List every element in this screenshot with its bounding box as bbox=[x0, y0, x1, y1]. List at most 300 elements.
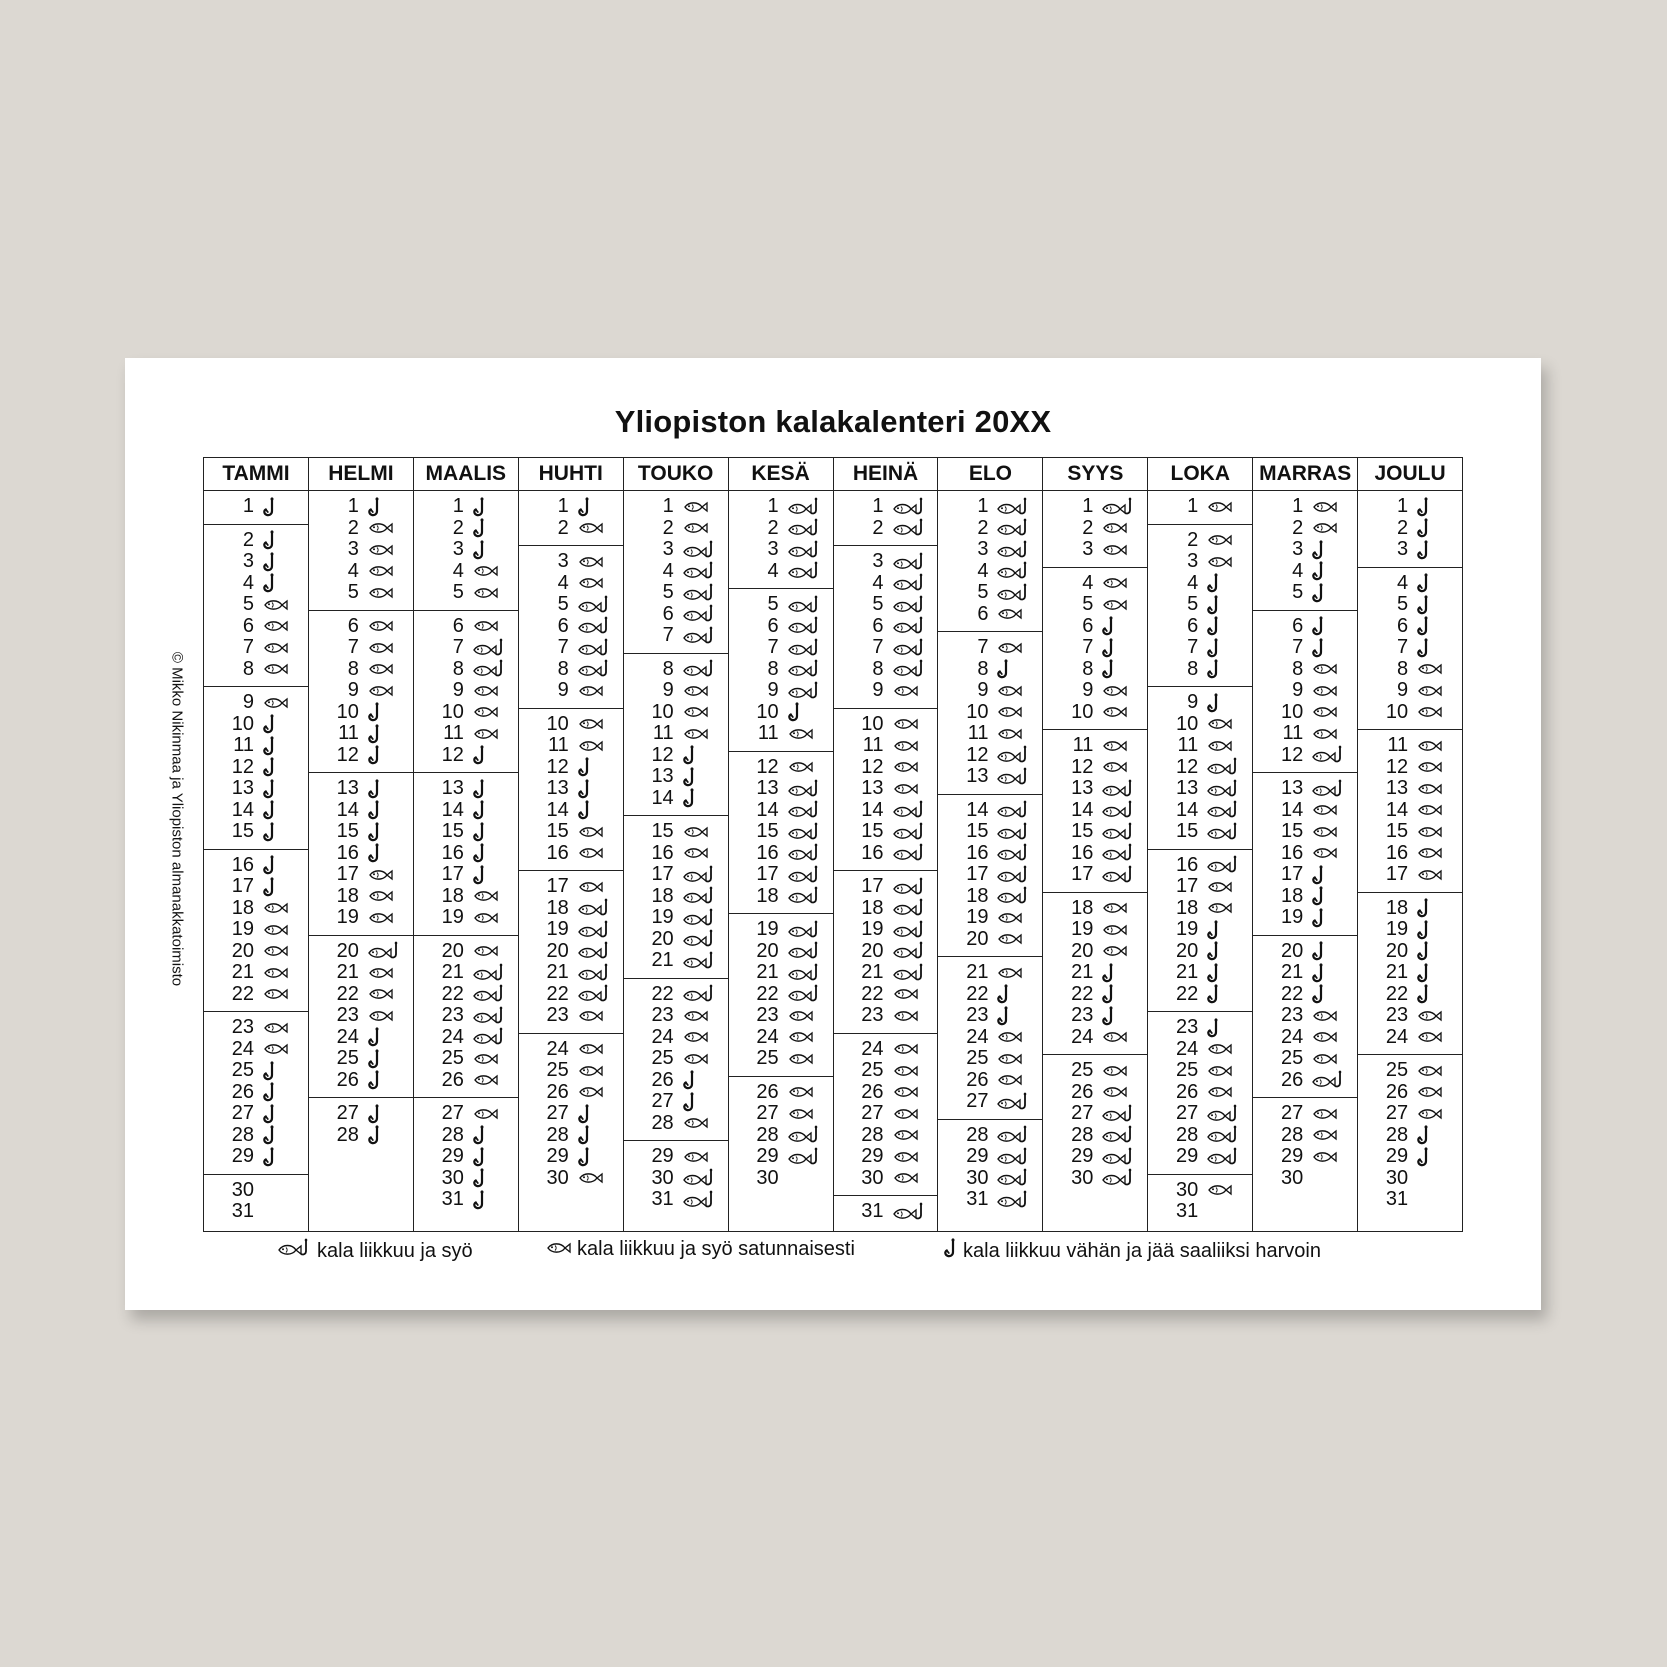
fish-icon bbox=[367, 638, 407, 658]
day-number: 15 bbox=[546, 820, 569, 843]
day-number: 28 bbox=[861, 1123, 884, 1146]
day-row bbox=[729, 1168, 833, 1190]
day-number: 23 bbox=[966, 1004, 989, 1027]
day-row bbox=[624, 1091, 728, 1113]
day-row bbox=[938, 962, 1042, 984]
fish-icon bbox=[892, 1125, 932, 1145]
day-number: 14 bbox=[1280, 798, 1304, 821]
fish-hook-icon bbox=[892, 573, 932, 593]
day-row bbox=[624, 1027, 728, 1049]
day-row bbox=[309, 616, 413, 638]
day-number: 11 bbox=[443, 722, 464, 745]
fish-hook-icon bbox=[787, 865, 827, 885]
day-number: 29 bbox=[441, 1145, 464, 1168]
day-number: 17 bbox=[651, 863, 674, 886]
fish-icon bbox=[367, 681, 407, 701]
day-row bbox=[1253, 800, 1357, 822]
fish-hook-icon bbox=[892, 941, 932, 961]
fish-hook-icon bbox=[996, 865, 1036, 885]
day-row bbox=[519, 843, 623, 865]
day-row bbox=[414, 843, 518, 865]
day-number: 15 bbox=[1176, 820, 1199, 843]
day-number: 6 bbox=[347, 614, 359, 637]
fish-hook-icon bbox=[787, 497, 827, 517]
legend-label-poor: kala liikkuu vähän ja jää saaliiksi harvoin bbox=[963, 1239, 1321, 1262]
day-number: 19 bbox=[1280, 906, 1304, 929]
day-number: 19 bbox=[441, 906, 464, 929]
fish-hook-icon bbox=[996, 497, 1036, 517]
day-number: 3 bbox=[767, 538, 779, 561]
day-row bbox=[309, 941, 413, 963]
week-block bbox=[1043, 1055, 1147, 1231]
day-number: 15 bbox=[966, 820, 989, 843]
fish-icon bbox=[1101, 920, 1141, 940]
fish-hook-icon bbox=[892, 552, 932, 572]
hook-icon bbox=[262, 573, 302, 593]
day-row bbox=[204, 637, 308, 659]
day-row bbox=[204, 1082, 308, 1104]
day-row bbox=[1043, 1082, 1147, 1104]
fish-icon bbox=[1311, 497, 1351, 517]
fish-icon bbox=[262, 595, 302, 615]
day-row bbox=[1148, 496, 1252, 518]
day-row bbox=[519, 1039, 623, 1061]
fish-icon bbox=[682, 843, 722, 863]
day-number: 20 bbox=[546, 939, 569, 962]
fish-hook-icon bbox=[1101, 865, 1141, 885]
fish-icon bbox=[262, 941, 302, 961]
day-row bbox=[1358, 594, 1462, 616]
fish-icon bbox=[577, 1039, 617, 1059]
day-number: 27 bbox=[651, 1090, 674, 1113]
day-row bbox=[729, 1005, 833, 1027]
fish-hook-icon bbox=[682, 604, 722, 624]
day-row bbox=[414, 723, 518, 745]
fish-icon bbox=[367, 886, 407, 906]
day-row bbox=[834, 876, 938, 898]
day-number: 25 bbox=[231, 1059, 254, 1082]
day-row bbox=[204, 1180, 308, 1202]
fish-icon bbox=[577, 843, 617, 863]
day-row bbox=[624, 1048, 728, 1070]
day-row bbox=[309, 539, 413, 561]
hook-icon bbox=[1416, 638, 1456, 658]
fish-hook-icon bbox=[787, 822, 827, 842]
fish-icon bbox=[472, 702, 512, 722]
day-number: 18 bbox=[756, 884, 779, 907]
fish-hook-icon bbox=[787, 843, 827, 863]
day-row bbox=[1358, 984, 1462, 1006]
day-number: 2 bbox=[662, 516, 674, 539]
day-number: 17 bbox=[441, 863, 464, 886]
day-row bbox=[1253, 745, 1357, 767]
day-number: 6 bbox=[242, 614, 254, 637]
day-number: 27 bbox=[231, 1102, 254, 1125]
hook-icon bbox=[262, 822, 302, 842]
hook-icon bbox=[1311, 583, 1351, 603]
day-row bbox=[1253, 518, 1357, 540]
day-row bbox=[624, 518, 728, 540]
fish-icon bbox=[996, 1027, 1036, 1047]
day-number: 8 bbox=[767, 657, 779, 680]
day-number: 2 bbox=[1187, 528, 1199, 551]
day-number: 7 bbox=[977, 636, 989, 659]
day-row bbox=[624, 582, 728, 604]
fish-icon bbox=[1206, 1082, 1246, 1102]
day-number: 3 bbox=[347, 538, 359, 561]
day-row bbox=[1358, 518, 1462, 540]
day-row bbox=[309, 637, 413, 659]
day-row bbox=[204, 800, 308, 822]
day-row bbox=[309, 907, 413, 929]
fish-hook-icon bbox=[1206, 757, 1246, 777]
day-row bbox=[834, 778, 938, 800]
day-number: 4 bbox=[662, 559, 674, 582]
day-row bbox=[309, 518, 413, 540]
month-column bbox=[623, 458, 728, 1231]
day-number: 10 bbox=[756, 700, 779, 723]
fish-icon bbox=[1206, 530, 1246, 550]
day-number: 30 bbox=[966, 1166, 989, 1189]
day-row bbox=[1253, 561, 1357, 583]
day-number: 5 bbox=[1292, 581, 1304, 604]
day-row bbox=[1358, 1103, 1462, 1125]
day-row bbox=[309, 561, 413, 583]
calendar-card bbox=[125, 358, 1541, 1310]
day-number: 7 bbox=[1187, 636, 1199, 659]
day-row bbox=[938, 1168, 1042, 1190]
day-number: 9 bbox=[1082, 679, 1094, 702]
day-row bbox=[204, 1017, 308, 1039]
day-number: 14 bbox=[231, 798, 254, 821]
fish-icon bbox=[787, 1082, 827, 1102]
day-number: 19 bbox=[1385, 918, 1409, 941]
fish-hook-icon bbox=[1206, 855, 1246, 875]
fish-icon bbox=[1311, 702, 1351, 722]
fish-icon bbox=[996, 681, 1036, 701]
day-number: 19 bbox=[1071, 918, 1094, 941]
day-row bbox=[309, 778, 413, 800]
fish-hook-icon bbox=[892, 800, 932, 820]
day-row bbox=[624, 680, 728, 702]
day-row bbox=[519, 1082, 623, 1104]
legend-item-good bbox=[277, 1238, 473, 1264]
month-header: KESÄ bbox=[729, 458, 833, 491]
day-number: 14 bbox=[1071, 798, 1094, 821]
day-number: 30 bbox=[441, 1166, 464, 1189]
day-row bbox=[938, 907, 1042, 929]
fish-icon bbox=[682, 1027, 722, 1047]
day-row bbox=[1358, 941, 1462, 963]
week-block bbox=[1043, 893, 1147, 1056]
fish-icon bbox=[577, 1082, 617, 1102]
day-row bbox=[938, 680, 1042, 702]
week-block bbox=[204, 1175, 308, 1232]
day-number: 17 bbox=[1071, 863, 1094, 886]
day-number: 17 bbox=[1385, 863, 1409, 886]
day-number: 30 bbox=[1385, 1166, 1409, 1189]
fish-icon bbox=[1416, 681, 1456, 701]
day-row bbox=[938, 582, 1042, 604]
week-block bbox=[1358, 730, 1462, 893]
fish-hook-icon bbox=[892, 822, 932, 842]
day-number: 15 bbox=[1385, 820, 1409, 843]
day-row bbox=[204, 551, 308, 573]
fish-hook-icon bbox=[996, 561, 1036, 581]
day-number: 11 bbox=[233, 734, 254, 757]
day-row bbox=[1358, 778, 1462, 800]
fish-icon bbox=[367, 540, 407, 560]
day-row bbox=[729, 757, 833, 779]
fish-icon bbox=[1206, 1180, 1246, 1200]
day-row bbox=[729, 1103, 833, 1125]
fish-icon bbox=[892, 1082, 932, 1102]
fish-icon bbox=[1101, 702, 1141, 722]
day-row bbox=[1043, 573, 1147, 595]
day-row bbox=[414, 864, 518, 886]
day-row bbox=[309, 864, 413, 886]
fish-hook-icon bbox=[892, 497, 932, 517]
day-row bbox=[834, 757, 938, 779]
fish-icon bbox=[787, 1168, 827, 1188]
day-row bbox=[729, 1125, 833, 1147]
day-row bbox=[1043, 702, 1147, 724]
day-number: 14 bbox=[1176, 798, 1199, 821]
day-number: 12 bbox=[861, 755, 884, 778]
day-number: 13 bbox=[756, 777, 779, 800]
day-row bbox=[1043, 898, 1147, 920]
day-number: 5 bbox=[242, 593, 254, 616]
day-number: 20 bbox=[861, 939, 884, 962]
day-row bbox=[624, 788, 728, 810]
day-number: 10 bbox=[966, 700, 989, 723]
day-row bbox=[1253, 637, 1357, 659]
day-number: 4 bbox=[452, 559, 464, 582]
day-row bbox=[624, 1005, 728, 1027]
week-block bbox=[834, 491, 938, 546]
day-number: 21 bbox=[546, 961, 569, 984]
day-number: 5 bbox=[1187, 593, 1199, 616]
hook-icon bbox=[262, 1104, 302, 1124]
fish-icon bbox=[1311, 1147, 1351, 1167]
day-row bbox=[834, 821, 938, 843]
week-block bbox=[204, 687, 308, 850]
day-number: 24 bbox=[546, 1037, 569, 1060]
fish-icon bbox=[682, 1006, 722, 1026]
day-number: 12 bbox=[756, 755, 779, 778]
day-number: 11 bbox=[967, 722, 989, 745]
day-number: 15 bbox=[231, 820, 254, 843]
week-block bbox=[834, 709, 938, 872]
fish-icon bbox=[1311, 1027, 1351, 1047]
day-number: 4 bbox=[1187, 571, 1199, 594]
day-number: 16 bbox=[231, 853, 254, 876]
day-row bbox=[938, 496, 1042, 518]
day-number: 13 bbox=[1385, 777, 1409, 800]
hook-icon bbox=[472, 1190, 512, 1210]
fish-icon bbox=[1101, 898, 1141, 918]
day-number: 28 bbox=[231, 1123, 254, 1146]
day-row bbox=[1043, 1125, 1147, 1147]
fish-icon bbox=[1101, 736, 1141, 756]
hook-icon bbox=[1101, 616, 1141, 636]
day-row bbox=[414, 1125, 518, 1147]
day-row bbox=[1253, 1168, 1357, 1190]
day-row bbox=[1043, 800, 1147, 822]
month-header: HEINÄ bbox=[834, 458, 938, 491]
day-number: 13 bbox=[651, 765, 674, 788]
hook-icon bbox=[1416, 595, 1456, 615]
day-number: 10 bbox=[1385, 700, 1409, 723]
fish-hook-icon bbox=[787, 920, 827, 940]
day-number: 3 bbox=[1397, 538, 1409, 561]
fish-hook-icon bbox=[996, 1092, 1036, 1112]
fish-hook-icon bbox=[472, 1006, 512, 1026]
day-number: 4 bbox=[977, 559, 989, 582]
day-number: 8 bbox=[557, 657, 569, 680]
day-row bbox=[204, 594, 308, 616]
day-row bbox=[1148, 659, 1252, 681]
fish-hook-icon bbox=[1101, 822, 1141, 842]
day-number: 15 bbox=[441, 820, 464, 843]
day-row bbox=[1148, 778, 1252, 800]
fish-hook-icon bbox=[682, 984, 722, 1004]
fish-icon bbox=[1101, 595, 1141, 615]
hook-icon bbox=[472, 1125, 512, 1145]
day-number: 6 bbox=[1187, 614, 1199, 637]
week-block bbox=[309, 773, 413, 936]
day-number: 30 bbox=[1280, 1166, 1304, 1189]
day-row bbox=[624, 561, 728, 583]
day-row bbox=[1043, 616, 1147, 638]
hook-icon bbox=[1206, 984, 1246, 1004]
day-row bbox=[414, 907, 518, 929]
fish-icon bbox=[367, 659, 407, 679]
week-block bbox=[1253, 936, 1357, 1099]
day-row bbox=[834, 594, 938, 616]
day-number: 10 bbox=[441, 700, 464, 723]
month-column bbox=[308, 458, 413, 1231]
day-number: 1 bbox=[872, 495, 884, 518]
week-block bbox=[729, 1077, 833, 1232]
day-number: 17 bbox=[1176, 875, 1199, 898]
day-row bbox=[938, 1005, 1042, 1027]
day-number: 19 bbox=[651, 906, 674, 929]
fish-hook-icon bbox=[1206, 1104, 1246, 1124]
day-number: 22 bbox=[966, 982, 989, 1005]
day-number: 10 bbox=[1176, 712, 1199, 735]
day-row bbox=[1148, 941, 1252, 963]
day-number: 22 bbox=[441, 982, 464, 1005]
day-row bbox=[624, 1146, 728, 1168]
week-block bbox=[519, 491, 623, 546]
fish-hook-icon bbox=[682, 929, 722, 949]
week-block bbox=[1148, 525, 1252, 688]
day-number: 21 bbox=[1071, 961, 1094, 984]
fish-hook-icon bbox=[1101, 1104, 1141, 1124]
day-row bbox=[1043, 496, 1147, 518]
day-number: 5 bbox=[872, 593, 884, 616]
day-number: 23 bbox=[861, 1004, 884, 1027]
day-row bbox=[1148, 1180, 1252, 1202]
day-number: 31 bbox=[1176, 1200, 1199, 1223]
day-number: 26 bbox=[1176, 1080, 1199, 1103]
day-number: 25 bbox=[546, 1059, 569, 1082]
day-number: 7 bbox=[557, 636, 569, 659]
day-row bbox=[1358, 962, 1462, 984]
fish-icon bbox=[262, 1018, 302, 1038]
day-row bbox=[1043, 984, 1147, 1006]
fish-hook-icon bbox=[682, 659, 722, 679]
day-number: 31 bbox=[966, 1188, 989, 1211]
day-number: 7 bbox=[1397, 636, 1409, 659]
day-number: 9 bbox=[1292, 679, 1304, 702]
fish-hook-icon bbox=[1206, 1147, 1246, 1167]
hook-icon bbox=[472, 822, 512, 842]
day-number: 9 bbox=[977, 679, 989, 702]
fish-icon bbox=[996, 929, 1036, 949]
day-row bbox=[729, 723, 833, 745]
fish-hook-icon bbox=[1311, 1070, 1351, 1090]
fish-hook-icon bbox=[577, 659, 617, 679]
fish-hook-icon bbox=[892, 843, 932, 863]
fish-icon bbox=[892, 779, 932, 799]
day-row bbox=[1253, 821, 1357, 843]
day-number: 22 bbox=[756, 982, 779, 1005]
fish-icon bbox=[787, 1049, 827, 1069]
day-number: 2 bbox=[452, 516, 464, 539]
day-row bbox=[834, 1146, 938, 1168]
day-row bbox=[1148, 1039, 1252, 1061]
fish-hook-icon bbox=[996, 767, 1036, 787]
fish-hook-icon bbox=[892, 920, 932, 940]
day-number: 7 bbox=[347, 636, 359, 659]
day-number: 7 bbox=[1292, 636, 1304, 659]
fish-icon bbox=[1101, 1061, 1141, 1081]
day-number: 14 bbox=[546, 798, 569, 821]
hook-icon bbox=[682, 788, 722, 808]
day-row bbox=[204, 1103, 308, 1125]
fish-icon bbox=[1311, 843, 1351, 863]
day-row bbox=[204, 692, 308, 714]
day-number: 20 bbox=[336, 939, 359, 962]
day-row bbox=[519, 573, 623, 595]
legend-item-poor bbox=[943, 1238, 1321, 1264]
day-row bbox=[1043, 1146, 1147, 1168]
hook-icon bbox=[367, 745, 407, 765]
week-block bbox=[1358, 1055, 1462, 1231]
day-number: 24 bbox=[231, 1037, 254, 1060]
fish-icon bbox=[1206, 1061, 1246, 1081]
day-number: 5 bbox=[1082, 593, 1094, 616]
day-number: 3 bbox=[1292, 538, 1304, 561]
day-row bbox=[414, 1168, 518, 1190]
week-block bbox=[834, 546, 938, 709]
hook-icon bbox=[996, 1006, 1036, 1026]
day-row bbox=[729, 821, 833, 843]
month-header: ELO bbox=[938, 458, 1042, 491]
hook-icon bbox=[1416, 920, 1456, 940]
day-number: 8 bbox=[1397, 657, 1409, 680]
day-row bbox=[834, 919, 938, 941]
day-number: 29 bbox=[1071, 1145, 1094, 1168]
day-row bbox=[414, 659, 518, 681]
day-row bbox=[834, 962, 938, 984]
fish-icon bbox=[1416, 843, 1456, 863]
fish-hook-icon bbox=[892, 518, 932, 538]
day-row bbox=[1253, 778, 1357, 800]
fish-icon bbox=[892, 1061, 932, 1081]
